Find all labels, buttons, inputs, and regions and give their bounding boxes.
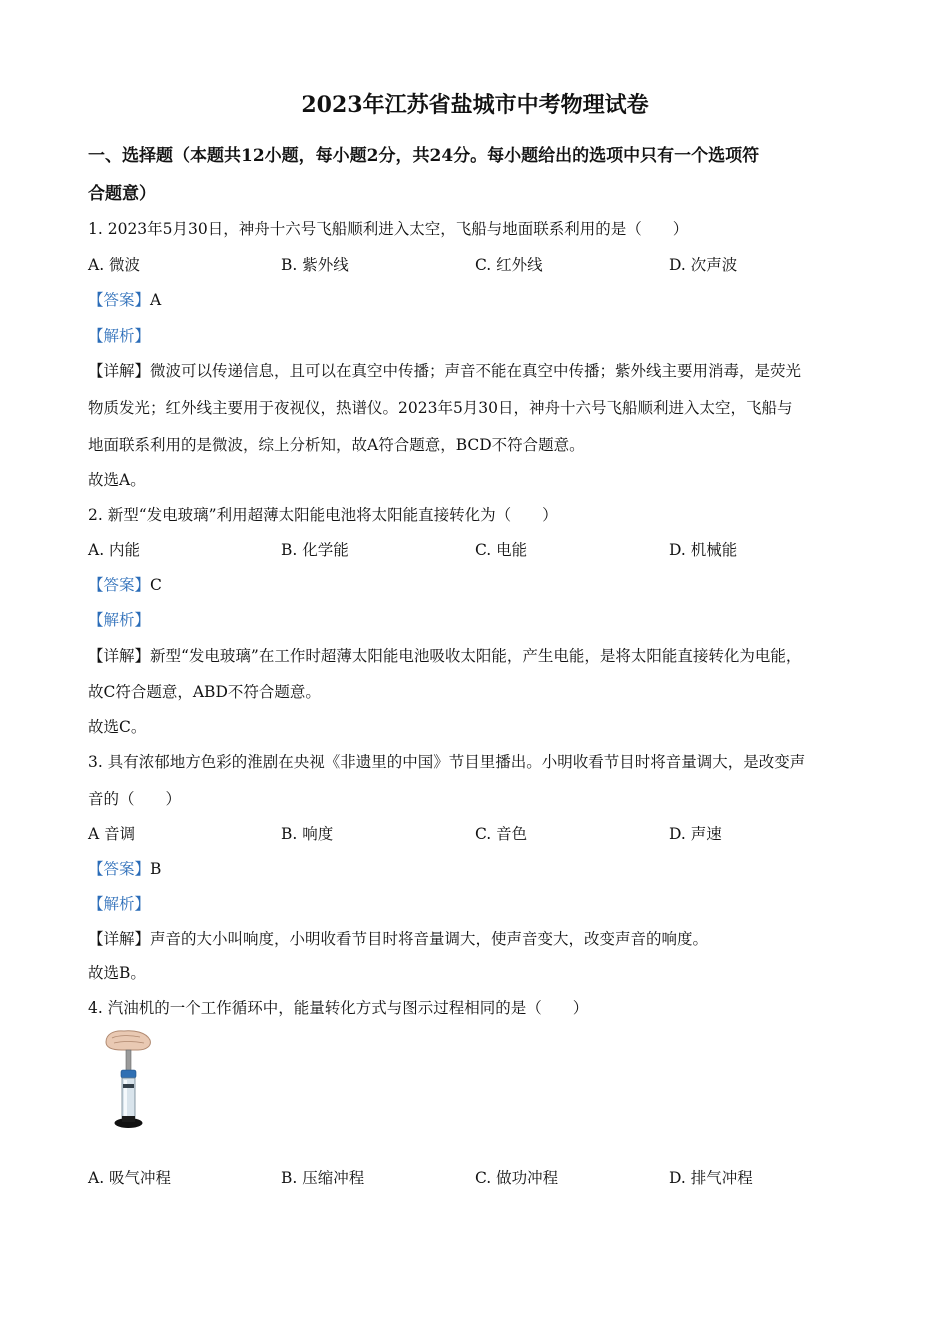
question-2-detail-line-1: 【详解】新型“发电玻璃”在工作时超薄太阳能电池吸收太阳能，产生电能，是将太阳能直接转化为电能，: [88, 647, 802, 665]
question-3-option-d: D. 声速: [669, 825, 722, 843]
question-1-option-c: C. 红外线: [475, 256, 543, 274]
question-1-analysis-label: 【解析】: [88, 327, 151, 345]
question-1-detail-line-2: 物质发光；红外线主要用于夜视仪，热谱仪。2023年5月30日，神舟十六号飞船顺利进入太空，飞船与: [88, 399, 793, 417]
question-3-option-c: C. 音色: [475, 825, 528, 843]
question-3-option-b: B. 响度: [281, 825, 334, 843]
page-title: 2023年江苏省盐城市中考物理试卷: [301, 92, 649, 118]
question-3-stem-line-1: 3. 具有浓郁地方色彩的淮剧在央视《非遗里的中国》节目里播出。小明收看节目时将音量调大，是改变声: [88, 753, 806, 771]
answer-label: 【答案】: [88, 576, 151, 594]
question-2-option-d: D. 机械能: [669, 541, 738, 559]
answer-label: 【答案】: [88, 291, 151, 309]
question-1-stem: 1. 2023年5月30日，神舟十六号飞船顺利进入太空，飞船与地面联系利用的是（ ）: [88, 220, 689, 238]
question-2-option-a: A. 内能: [88, 541, 141, 559]
question-4-stem: 4. 汽油机的一个工作循环中，能量转化方式与图示过程相同的是（ ）: [88, 999, 589, 1017]
question-2-conclusion: 故选C。: [88, 718, 147, 736]
question-2-option-b: B. 化学能: [281, 541, 349, 559]
question-3-option-a: A 音调: [88, 825, 136, 843]
question-3-stem-line-2: 音的（ ）: [88, 790, 182, 808]
answer-value: A: [150, 291, 162, 309]
hand-pressing-piston-icon: [100, 1028, 160, 1136]
question-4-option-b: B. 压缩冲程: [281, 1169, 365, 1187]
question-4-option-c: C. 做功冲程: [475, 1169, 559, 1187]
question-2-answer: [88, 575, 162, 595]
question-2-analysis-label: 【解析】: [88, 611, 151, 629]
question-1-detail-line-3: 地面联系利用的是微波，综上分析知，故A符合题意，BCD不符合题意。: [88, 436, 585, 454]
answer-value: C: [150, 576, 162, 594]
answer-value: B: [150, 860, 162, 878]
question-3-analysis-label: 【解析】: [88, 895, 151, 913]
answer-label: 【答案】: [88, 860, 151, 878]
air-compression-syringe-figure: [100, 1028, 160, 1136]
question-3-answer: [88, 859, 161, 879]
section-heading-line-1: 一、选择题（本题共12小题，每小题2分，共24分。每小题给出的选项中只有一个选项符: [88, 146, 760, 166]
question-4-option-d: D. 排气冲程: [669, 1169, 753, 1187]
question-1-answer: [88, 290, 161, 310]
question-1-option-a: A. 微波: [88, 256, 141, 274]
question-3-detail-line-1: 【详解】声音的大小叫响度，小明收看节目时将音量调大，使声音变大，改变声音的响度。: [88, 930, 709, 948]
question-4-option-a: A. 吸气冲程: [88, 1169, 172, 1187]
question-1-option-d: D. 次声波: [669, 256, 738, 274]
question-2-detail-line-2: 故C符合题意，ABD不符合题意。: [88, 683, 321, 701]
question-2-stem: 2. 新型“发电玻璃”利用超薄太阳能电池将太阳能直接转化为（ ）: [88, 506, 558, 524]
question-2-option-c: C. 电能: [475, 541, 528, 559]
question-1-conclusion: 故选A。: [88, 471, 146, 489]
section-heading-line-2: 合题意）: [88, 184, 156, 204]
question-1-detail-line-1: 【详解】微波可以传递信息，且可以在真空中传播；声音不能在真空中传播；紫外线主要用消毒，是荧光: [88, 362, 802, 380]
question-1-option-b: B. 紫外线: [281, 256, 349, 274]
question-3-conclusion: 故选B。: [88, 964, 146, 982]
